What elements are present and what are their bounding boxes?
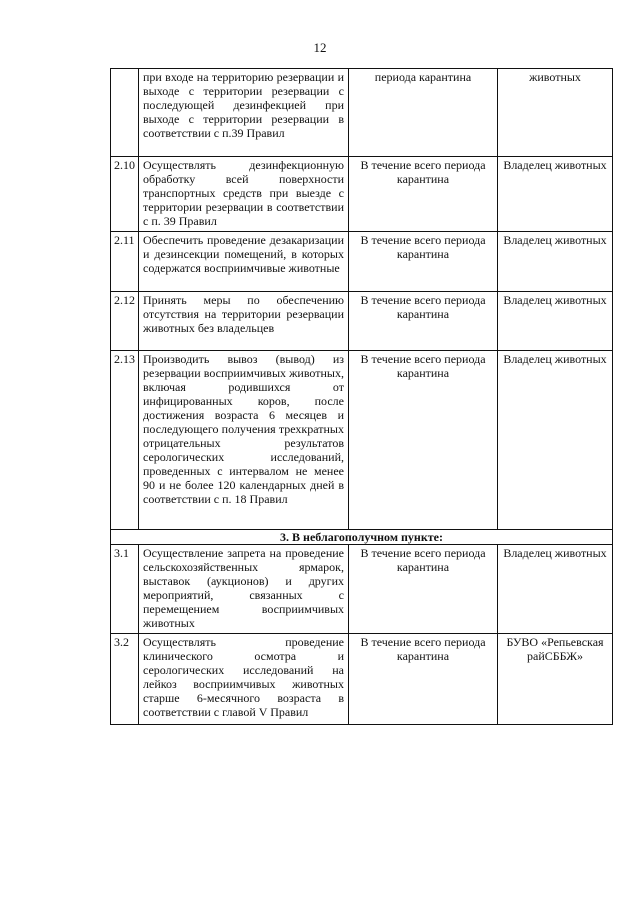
table-row	[111, 351, 613, 530]
row-number: 3.1	[111, 545, 139, 634]
row-term: В течение всего периода карантина	[349, 545, 498, 634]
row-responsible: Владелец животных	[498, 292, 613, 351]
row-action: при входе на территорию резервации и выходе с территории резервации с последующей дезинфекцией при выходе с территории резервации в соответствии с п.39 Правил	[139, 69, 349, 157]
row-number	[111, 69, 139, 157]
section-row	[111, 530, 613, 545]
table-row	[111, 157, 613, 232]
page-number: 12	[313, 40, 327, 55]
row-responsible: животных	[498, 69, 613, 157]
row-term: В течение всего периода карантина	[349, 292, 498, 351]
row-action: Осуществлять дезинфекционную обработку всей поверхности транспортных средств при выезде с территории резервации в соответствии с п. 39 Правил	[139, 157, 349, 232]
row-number: 3.2	[111, 634, 139, 725]
row-responsible: Владелец животных	[498, 232, 613, 292]
row-number: 2.13	[111, 351, 139, 530]
row-responsible: Владелец животных	[498, 351, 613, 530]
row-term: периода карантина	[349, 69, 498, 157]
table-row	[111, 232, 613, 292]
row-action: Осуществлять проведение клинического осмотра и серологических исследований на лейкоз восприимчивых животных старше 6-месячного возраста в соответствии с главой V Правил	[139, 634, 349, 725]
row-action: Осуществление запрета на проведение сельскохозяйственных ярмарок, выставок (аукционов) и других мероприятий, связанных с перемещением восприимчивых животных	[139, 545, 349, 634]
row-term: В течение всего периода карантина	[349, 232, 498, 292]
row-term: В течение всего периода карантина	[349, 157, 498, 232]
row-term: В течение всего периода карантина	[349, 634, 498, 725]
table-row	[111, 69, 613, 157]
measures-table	[110, 68, 613, 725]
table-row	[111, 292, 613, 351]
table-row	[111, 545, 613, 634]
row-action: Производить вывоз (вывод) из резервации восприимчивых животных, включая родившихся от инфицированных коров, после достижения возраста 6 месяцев и последующего получения трехкратных отрицательных результатов серологических исследований, проведенных с интервалом не менее 90 и не более 120 календарных дней в соответствии с п. 18 Правил	[139, 351, 349, 530]
table-row	[111, 634, 613, 725]
row-number: 2.10	[111, 157, 139, 232]
section-title: 3. В неблагополучном пункте:	[111, 530, 613, 545]
row-responsible: Владелец животных	[498, 157, 613, 232]
row-number: 2.11	[111, 232, 139, 292]
row-term: В течение всего периода карантина	[349, 351, 498, 530]
row-number: 2.12	[111, 292, 139, 351]
row-action: Принять меры по обеспечению отсутствия на территории резервации животных без владельцев	[139, 292, 349, 351]
row-responsible: БУВО «Репьевская райСББЖ»	[498, 634, 613, 725]
row-action: Обеспечить проведение дезакаризации и дезинсекции помещений, в которых содержатся восприимчивые животные	[139, 232, 349, 292]
row-responsible: Владелец животных	[498, 545, 613, 634]
